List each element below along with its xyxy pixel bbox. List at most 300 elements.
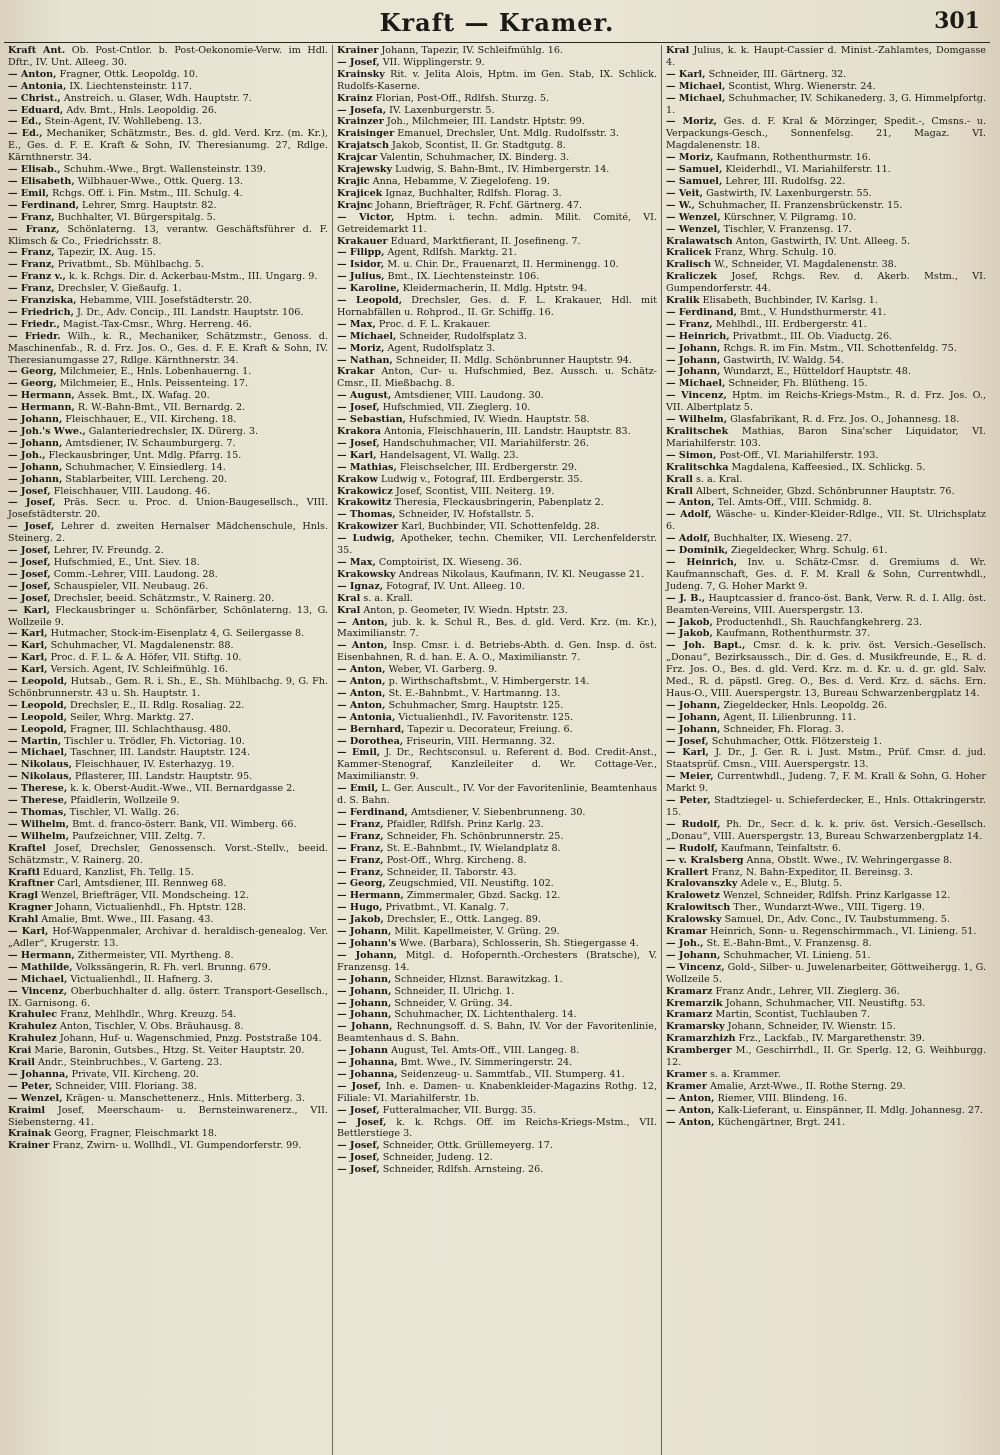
entry-details: Johann, Schneider, IV. Wienstr. 15. — [727, 1021, 896, 1033]
entry-details: Futteralmacher, VII. Burgg. 35. — [382, 1104, 537, 1116]
entry-details: Comm.-Lehrer, VIII. Laudong. 28. — [53, 568, 218, 580]
page-number: 301 — [934, 8, 980, 34]
entry-details: Apotheker, techn. Chemiker, VII. Lerchenfelderstr. 35. — [337, 533, 657, 557]
directory-entry — [337, 188, 657, 200]
entry-name: — Johann, — [666, 366, 721, 378]
entry-name: Kraiml — [8, 1104, 46, 1116]
directory-entry — [337, 914, 657, 926]
directory-entry — [337, 319, 657, 331]
entry-name: — Michael, — [666, 80, 726, 92]
entry-details: Tischler, VI. Wallg. 26. — [69, 807, 180, 818]
entry-name: — Anton, — [337, 699, 386, 711]
directory-entry — [337, 593, 657, 605]
entry-details: Privatbmt., Sb. Mühlbachg. 5. — [57, 259, 204, 271]
directory-entry — [666, 212, 986, 224]
entry-details: Frz., Lackfab., IV. Margarethenstr. 39. — [738, 1033, 925, 1045]
directory-entry — [8, 843, 328, 867]
entry-details: Wwe. (Barbara), Schlosserin, Sh. Stiegergasse 4. — [399, 937, 639, 949]
entry-details: Gastwirth, IV. Waldg. 54. — [723, 354, 845, 366]
entry-name: — Karl, — [666, 68, 706, 80]
entry-name: Krajnc — [337, 199, 373, 211]
entry-details: Mechaniker, Schätzmstr., Bes. d. gld. Verd. Krz. (m. Kr.), E., Ges. d. F. E. Kraft & Sohn, IV. Theresianumg. 27, Rdlge. Kärnthnerstr. 34. — [8, 128, 328, 164]
entry-details: Currentwhdl., Judeng. 7, F. M. Krall & Sohn, G. Hoher Markt 9. — [666, 771, 986, 795]
entry-name: — Johann's — [337, 937, 397, 949]
directory-entry — [8, 259, 328, 271]
entry-details: Anna, Obstlt. Wwe., IV. Wehringergasse 8. — [746, 854, 953, 866]
entry-details: Victualienhdl., IV. Favoritenstr. 125. — [398, 711, 574, 723]
entry-details: Drechsler, E., Ottk. Langeg. 89. — [386, 914, 541, 926]
entry-details: Wilbhauer-Wwe., Ottk. Querg. 13. — [77, 175, 244, 187]
entry-details: Inh. e. Damen- u. Knabenkleider-Magazins Rothg. 12, Filiale: VI. Mariahilferstr. 1b. — [337, 1080, 657, 1104]
directory-entry — [666, 414, 986, 426]
entry-details: Hufschmied, IV. Wiedn. Hauptstr. 58. — [408, 414, 590, 426]
directory-entry — [8, 640, 328, 652]
entry-details: Gold-, Silber- u. Juwelenarbeiter, Göttweihergg. 1, G. Wollzeile 5. — [666, 961, 986, 985]
entry-details: VII. Wipplingerstr. 9. — [382, 56, 485, 68]
directory-entry — [8, 759, 328, 771]
directory-entry — [8, 795, 328, 807]
entry-name: — Nathan, — [337, 354, 393, 366]
entry-name: — Thomas, — [337, 509, 396, 521]
directory-entry — [8, 390, 328, 402]
entry-details: Pfaidler, Rdlfsh. Prinz Karlg. 23. — [386, 818, 544, 830]
entry-details: Schneider, IV. Hofstallstr. 5. — [398, 509, 535, 521]
entry-details: Schneider, Hlznst. Barawitzkag. 1. — [394, 973, 563, 985]
entry-name: — Moriz, — [337, 342, 385, 354]
directory-entry — [666, 819, 986, 843]
directory-entry — [337, 450, 657, 462]
entry-name: — Peter, — [666, 795, 711, 807]
entry-details: Schuhmacher, V. Einsiedlerg. 14. — [65, 461, 226, 473]
directory-entry — [337, 974, 657, 986]
entry-name: — Georg, — [8, 366, 57, 378]
entry-details: Tapezir u. Decorateur, Freiung. 6. — [407, 723, 573, 735]
entry-details: Rchgs. R. im Fin. Mstm., VII. Schottenfeldg. 75. — [723, 342, 957, 354]
entry-details: Hufschmied, VII. Zieglerg. 10. — [382, 402, 531, 414]
directory-entry — [666, 747, 986, 771]
directory-entry — [337, 140, 657, 152]
directory-entry — [337, 57, 657, 69]
entry-name: — August, — [337, 390, 392, 402]
entry-name: — Vincenz, — [666, 961, 725, 973]
entry-name: Krainer — [337, 45, 379, 56]
entry-details: Franz Andr., Lehrer, VII. Zieglerg. 36. — [715, 985, 900, 997]
directory-entry — [337, 93, 657, 105]
running-title: Kraft — Kramer. — [379, 8, 615, 37]
directory-entry — [8, 69, 328, 81]
entry-details: Stablarbeiter, VIII. Lercheng. 20. — [65, 473, 228, 485]
entry-name: — Johann, — [8, 461, 63, 473]
entry-details: Rchgs. Off. i. Fin. Mstm., III. Schulg. 4. — [52, 187, 243, 199]
entry-name: — Hermann, — [8, 949, 75, 961]
entry-name: Krahulez — [8, 1021, 57, 1033]
entry-details: Adv. Bmt., Hnls. Leopoldig. 26. — [66, 104, 218, 116]
directory-entry — [8, 247, 328, 259]
directory-entry — [666, 1045, 986, 1069]
entry-details: Hof-Wappenmaler, Archivar d. heraldisch-genealog. Ver. „Adler“, Krugerstr. 13. — [8, 926, 328, 949]
entry-details: Franz, Zwirn- u. Wollhdl., VI. Gumpendorferstr. 99. — [52, 1140, 302, 1152]
directory-entry — [666, 700, 986, 712]
entry-name: — Ferdinand, — [337, 807, 408, 818]
entry-name: — Josef, — [337, 437, 380, 449]
entry-details: s. a. Krall. — [363, 592, 413, 604]
entry-details: Albert, Schneider, Gbzd. Schönbrunner Hauptstr. 76. — [695, 485, 955, 497]
entry-details: Schneider, II. Ulrichg. 1. — [394, 985, 515, 997]
entry-details: Antonia, Fleischhauerin, III. Landstr. Hauptstr. 83. — [384, 426, 631, 437]
entry-name: — Max, — [337, 556, 376, 568]
entry-name: — Karl, — [8, 640, 48, 652]
entry-details: Privatbmt., III. Ob. Viaductg. 26. — [732, 330, 893, 342]
column-middle — [333, 45, 662, 1455]
entry-name: — Johann, — [8, 414, 63, 426]
entry-details: p. Wirthschaftsbmt., V. Himbergerstr. 14. — [388, 676, 590, 688]
directory-entry — [337, 295, 657, 319]
entry-name: — Anton, — [666, 1116, 715, 1128]
directory-entry — [337, 521, 657, 533]
entry-details: J. Dr., Adv. Concip., III. Landstr. Hauptstr. 106. — [77, 306, 304, 318]
directory-entry — [337, 509, 657, 521]
entry-details: Hutmacher, Stock-im-Eisenplatz 4, G. Seilergasse 8. — [50, 628, 305, 640]
entry-details: Amtsdiener, V. Siebenbrunneng. 30. — [411, 807, 586, 818]
directory-entry — [337, 438, 657, 450]
entry-details: Hptm. im Reichs-Kriegs-Mstm., R. d. Frz. Jos. O., VII. Albertplatz 5. — [666, 390, 986, 414]
entry-name: — Ludwig, — [337, 533, 395, 545]
entry-name: — Josef, — [337, 1116, 387, 1128]
directory-entry — [8, 450, 328, 462]
entry-name: — Ferdinand, — [8, 199, 79, 211]
entry-name: — Therese, — [8, 783, 68, 795]
directory-entry — [8, 974, 328, 986]
entry-name: — Josef, — [8, 568, 51, 580]
entry-name: — Emil, — [337, 747, 381, 759]
entry-name: — Julius, — [337, 271, 385, 283]
entry-name: — Josef, — [8, 592, 51, 604]
entry-name: Krakauer — [337, 235, 388, 247]
entry-details: Zimmermaler, Gbzd. Sackg. 12. — [406, 890, 561, 902]
entry-name: — Wilhelm, — [8, 830, 70, 842]
directory-entry — [8, 747, 328, 759]
entry-name: — Karl, — [8, 926, 49, 938]
entry-details: Johann, Briefträger, R. Fchf. Gärtnerg. 47. — [375, 199, 583, 211]
entry-details: Bmt., IX. Liechtensteinstr. 106. — [387, 271, 540, 283]
entry-details: Jakob, Scontist, II. Gr. Stadtgutg. 8. — [392, 140, 566, 152]
entry-name: — Josef, — [8, 521, 55, 533]
entry-name: — Emil, — [8, 187, 50, 199]
entry-details: Schuhmacher, VI. Linieng. 51. — [723, 949, 871, 961]
entry-name: — Joh., — [8, 449, 46, 461]
entry-details: Mitgl. d. Hofopernth.-Orchesters (Bratsche), V. Franzensg. 14. — [337, 949, 657, 973]
directory-entry — [8, 986, 328, 1010]
entry-name: — Franz, — [337, 842, 384, 854]
directory-entry — [8, 783, 328, 795]
directory-entry — [337, 890, 657, 902]
entry-details: Hebamme, VIII. Josefstädterstr. 20. — [79, 295, 253, 307]
entry-details: Anton, Cur- u. Hufschmied, Bez. Aussch. u. Schätz-Cmsr., II. Mießbachg. 8. — [337, 366, 657, 390]
entry-details: Ph. Dr., Secr. d. k. k. priv. öst. Versich.-Gesellsch. „Donau“, VIII. Auerspergstr. 13, Bureau Schwarzenbergplatz 14. — [666, 818, 986, 842]
entry-details: Schneider, Judeng. 12. — [382, 1152, 493, 1164]
directory-entry — [337, 867, 657, 879]
entry-details: Josef, Drechsler, Genossensch. Vorst.-Stellv., beeid. Schätzmstr., V. Rainerg. 20. — [8, 842, 328, 866]
entry-name: — Ed., — [8, 116, 42, 128]
entry-name: Krahulec — [8, 1009, 58, 1021]
entry-details: Josef, Scontist, VIII. Neiterg. 19. — [395, 485, 555, 497]
entry-details: Karl, Buchbinder, VII. Schottenfeldg. 28. — [401, 521, 600, 533]
directory-entry — [8, 200, 328, 212]
directory-entry — [337, 902, 657, 914]
directory-entry — [666, 497, 986, 509]
directory-entry — [8, 224, 328, 248]
entry-name: Kraftner — [8, 878, 55, 890]
directory-entry — [666, 390, 986, 414]
entry-details: Valentin, Schuhmacher, IX. Binderg. 3. — [380, 152, 570, 164]
entry-name: — Nikolaus, — [8, 759, 72, 771]
entry-details: Emanuel, Drechsler, Unt. Mdlg. Rudolfsstr. 3. — [397, 128, 619, 140]
entry-name: — Heinrich, — [666, 330, 730, 342]
entry-details: Tischler u. Trödler, Fh. Victoriag. 10. — [64, 735, 245, 747]
directory-entry — [337, 1117, 657, 1141]
entry-details: Private, VII. Kircheng. 20. — [71, 1068, 199, 1080]
entry-details: Buchhalter, IX. Wieseng. 27. — [713, 533, 852, 545]
directory-entry — [8, 283, 328, 295]
entry-name: — Anton, — [337, 687, 386, 699]
entry-details: Krägen- u. Manschettenerz., Hnls. Mitterberg. 3. — [65, 1092, 305, 1104]
entry-details: Tischler, V. Franzensg. 17. — [723, 223, 852, 235]
directory-entry — [666, 176, 986, 188]
entry-details: Schauspieler, VII. Neubaug. 26. — [53, 580, 209, 592]
entry-details: s. a. Krammer. — [709, 1068, 781, 1080]
directory-entry — [8, 628, 328, 640]
entry-name: — Franziska, — [8, 295, 77, 307]
entry-details: Julius, k. k. Haupt-Cassier d. Minist.-Zahlamtes, Domgasse 4. — [666, 45, 986, 68]
entry-details: Taschner, III. Landstr. Hauptstr. 124. — [70, 747, 251, 759]
directory-entry — [8, 593, 328, 605]
directory-entry — [8, 331, 328, 367]
directory-entry — [8, 1057, 328, 1069]
directory-entry — [8, 581, 328, 593]
entry-name: — Jakob, — [666, 616, 713, 628]
directory-entry — [337, 831, 657, 843]
directory-entry — [8, 45, 328, 69]
entry-details: Zithermeister, VII. Myrtheng. 8. — [77, 949, 234, 961]
entry-name: — Hermann, — [8, 390, 75, 402]
entry-name: — Karl, — [8, 652, 48, 664]
directory-entry — [666, 1033, 986, 1045]
entry-name: — Johann, — [337, 997, 392, 1009]
entry-details: Inv. u. Schätz-Cmsr. d. Gremiums d. Wr. Kaufmannschaft, Ges. d. F. M. Krall & Sohn, Currentwhdl., Judeng. 7, G. Hoher Markt 9. — [666, 556, 987, 592]
directory-entry — [8, 545, 328, 557]
entry-name: — Josefa, — [337, 104, 387, 116]
directory-entry — [666, 1105, 986, 1117]
entry-details: Handschuhmacher, VII. Mariahilferstr. 26. — [382, 437, 589, 449]
entry-details: Johann, Huf- u. Wagenschmied, Pnzg. Poststraße 104. — [59, 1033, 322, 1045]
entry-name: — J. B., — [666, 592, 706, 604]
directory-entry — [8, 700, 328, 712]
entry-name: — Isidor, — [337, 259, 385, 271]
entry-name: — Martin, — [8, 735, 62, 747]
directory-entry — [337, 640, 657, 664]
entry-details: Schuhmacher, IV. Schikanederg. 3, G. Himmelpfortg. 1. — [666, 92, 987, 116]
directory-entry — [337, 926, 657, 938]
entry-name: — Therese, — [8, 795, 68, 807]
directory-entry — [8, 605, 328, 629]
entry-name: — Franz, — [8, 211, 55, 223]
entry-name: — Johann, — [666, 949, 721, 961]
entry-details: Amalie, Bmt. Wwe., III. Fasang. 43. — [41, 914, 214, 926]
entry-name: — Josef, — [8, 497, 56, 509]
directory-entry — [8, 1081, 328, 1093]
entry-name: Kralovanszky — [666, 878, 738, 890]
entry-name: Krajicek — [337, 187, 383, 199]
directory-entry — [666, 486, 986, 498]
entry-name: — Emil, — [337, 783, 379, 795]
directory-entry — [337, 581, 657, 593]
entry-name: — W., — [666, 199, 695, 211]
entry-name: — Anton, — [8, 68, 57, 80]
entry-name: — Wenzel, — [8, 1092, 63, 1104]
entry-name: — Leopold, — [8, 723, 67, 735]
directory-entry — [8, 878, 328, 890]
entry-name: — Meier, — [666, 771, 714, 783]
entry-name: — Simon, — [666, 449, 717, 461]
entry-name: Kralawatsch — [666, 235, 733, 247]
directory-entry — [8, 1105, 328, 1129]
entry-name: — Johann, — [337, 973, 392, 985]
entry-name: — Anton, — [666, 1104, 715, 1116]
entry-name: Kragl — [8, 890, 38, 902]
entry-name: — Franz, — [8, 223, 60, 235]
directory-entry — [666, 628, 986, 640]
directory-entry — [666, 462, 986, 474]
directory-entry — [8, 652, 328, 664]
directory-entry — [337, 486, 657, 498]
entry-details: Schneider, II. Taborstr. 43. — [386, 866, 517, 878]
entry-name: — Friedr. — [8, 330, 61, 342]
directory-entry — [666, 736, 986, 748]
directory-entry — [666, 545, 986, 557]
entry-details: Drechsler, V. Gießaufg. 1. — [57, 283, 182, 295]
directory-entry — [8, 295, 328, 307]
entry-details: Pflasterer, III. Landstr. Hauptstr. 95. — [75, 771, 253, 783]
entry-details: Schneider, Fh. Schönbrunnerstr. 25. — [386, 830, 564, 842]
entry-name: — Christ., — [8, 92, 61, 104]
directory-entry — [666, 378, 986, 390]
entry-name: — Ed., — [8, 128, 43, 140]
entry-name: — Jakob, — [666, 628, 713, 640]
directory-entry — [666, 236, 986, 248]
entry-details: Insp. Cmsr. i. d. Betriebs-Abth. d. Gen. Insp. d. öst. Eisenbahnen, R. d. han. E. A. O., Maximilianstr. 7. — [337, 640, 657, 664]
entry-name: Kraliczek — [666, 271, 717, 283]
entry-details: Ludwig v., Fotograf, III. Erdbergerstr. 35. — [380, 473, 583, 485]
entry-name: — Georg, — [8, 378, 57, 390]
entry-name: — Wenzel, — [666, 223, 721, 235]
entry-name: — Victor, — [337, 211, 395, 223]
entry-details: Anton, Tischler, V. Obs. Bräuhausg. 8. — [59, 1021, 244, 1033]
entry-details: Josef, Rchgs. Rev. d. Akerb. Mstm., VI. Gumpendorferstr. 44. — [666, 271, 986, 295]
entry-name: — Anton, — [337, 640, 388, 652]
entry-details: M. u. Chir. Dr., Frauenarzt, II. Herminengg. 10. — [387, 259, 619, 271]
entry-details: Drechsler, E., II. Rdlg. Rosaliag. 22. — [70, 699, 245, 711]
entry-details: Amtsdiener, IV. Schaumburgerg. 7. — [65, 437, 236, 449]
directory-entry — [337, 843, 657, 855]
entry-columns — [4, 45, 990, 1455]
entry-name: — Josef, — [8, 545, 51, 557]
entry-name: Kralisch — [666, 259, 712, 271]
directory-entry — [666, 557, 986, 593]
directory-entry — [337, 1152, 657, 1164]
directory-entry — [337, 878, 657, 890]
directory-entry — [666, 962, 986, 986]
entry-details: Schneider, VIII. Floriang. 38. — [55, 1080, 197, 1092]
entry-details: Carl, Amtsdiener, III. Rennweg 68. — [57, 878, 227, 890]
entry-name: Kralicek — [666, 247, 712, 259]
entry-name: Kramer — [666, 1080, 707, 1092]
entry-details: Stein-Agent, IV. Wohllebeng. 13. — [44, 116, 202, 128]
entry-details: Florian, Post-Off., Rdlfsh. Sturzg. 5. — [375, 92, 550, 104]
entry-name: Krainz — [337, 92, 373, 104]
directory-entry — [337, 724, 657, 736]
entry-name: — Leopold, — [8, 699, 67, 711]
directory-entry — [337, 700, 657, 712]
entry-name: Krainak — [8, 1128, 52, 1140]
directory-entry — [337, 402, 657, 414]
entry-details: k. k. Rchgs. Off. im Reichs-Kriegs-Mstm., VII. Bettlerstiege 3. — [337, 1116, 657, 1140]
entry-details: Victualienhdl., II. Hafnerg. 3. — [70, 973, 214, 985]
entry-details: IV. Laxenburgerstr. 5. — [389, 104, 495, 116]
directory-entry — [337, 747, 657, 783]
entry-details: Agent, Rudolfsplatz 3. — [387, 342, 496, 354]
entry-name: — Georg, — [337, 878, 386, 890]
directory-entry — [8, 557, 328, 569]
directory-entry — [666, 426, 986, 450]
entry-name: — Wenzel, — [666, 211, 721, 223]
entry-name: Krajewsky — [337, 164, 393, 176]
entry-name: — Johanna, — [8, 1068, 69, 1080]
entry-details: Schneider, II. Mdlg. Schönbrunner Hauptstr. 94. — [395, 354, 632, 366]
entry-details: August, Tel. Amts-Off., VIII. Langeg. 8. — [391, 1045, 580, 1057]
directory-entry — [666, 247, 986, 259]
directory-entry — [8, 319, 328, 331]
directory-entry — [8, 366, 328, 378]
directory-entry — [666, 795, 986, 819]
entry-name: — Johann, — [666, 354, 721, 366]
directory-entry — [666, 450, 986, 462]
entry-name: — Josef, — [337, 402, 380, 414]
directory-entry — [666, 1117, 986, 1129]
directory-entry — [666, 771, 986, 795]
directory-entry — [666, 319, 986, 331]
entry-name: — v. Kralsberg — [666, 854, 744, 866]
directory-entry — [666, 271, 986, 295]
directory-entry — [337, 986, 657, 998]
entry-name: Kral — [337, 604, 361, 616]
directory-entry — [8, 1021, 328, 1033]
directory-entry — [8, 271, 328, 283]
directory-entry — [337, 271, 657, 283]
entry-name: Krakar — [337, 366, 375, 378]
entry-name: — Franz, — [8, 247, 55, 259]
entry-details: Schuhmacher, Smrg. Hauptstr. 125. — [388, 699, 564, 711]
entry-name: Krakowsky — [337, 568, 396, 580]
directory-entry — [8, 438, 328, 450]
entry-details: Comptoirist, IX. Wieseng. 36. — [378, 556, 522, 568]
directory-entry — [666, 878, 986, 890]
entry-name: — Franz, — [8, 283, 55, 295]
entry-details: Heinrich, Sonn- u. Regenschirmmach., VI. Linieng. 51. — [710, 926, 977, 938]
entry-details: Volkssängerin, R. Fh. verl. Brunng. 679. — [75, 961, 271, 973]
entry-name: — Elisabeth, — [8, 175, 75, 187]
directory-entry — [8, 664, 328, 676]
entry-name: Kralowetz — [666, 890, 720, 902]
